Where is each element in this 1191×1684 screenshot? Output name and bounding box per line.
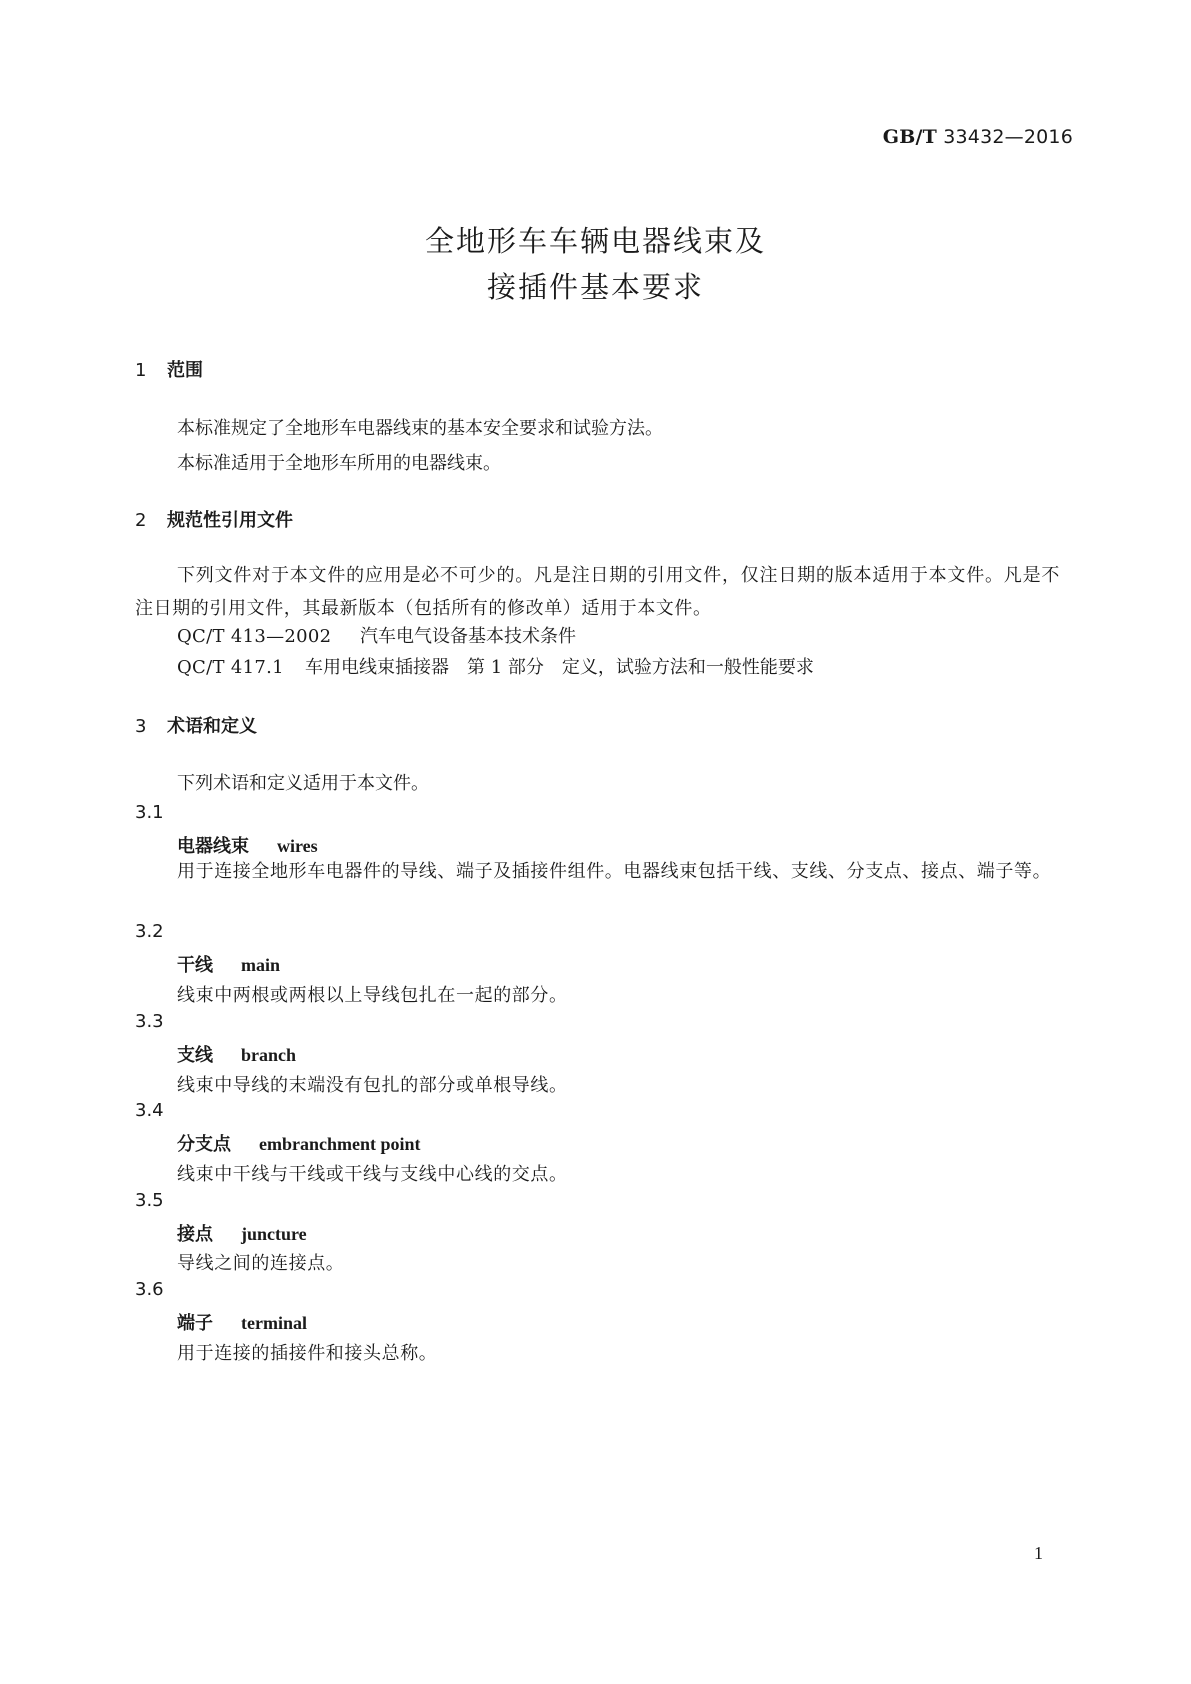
- section-1-heading: [135, 356, 203, 382]
- section-number: 2: [135, 510, 147, 531]
- section-3-intro: 下列术语和定义适用于本文件。: [177, 773, 429, 794]
- reference-title: 汽车电气设备基本技术条件: [360, 626, 576, 647]
- term-heading: [177, 1309, 307, 1335]
- standard-number: [883, 126, 1073, 148]
- term-number: 3.5: [135, 1190, 164, 1211]
- term-heading: [177, 1130, 421, 1156]
- section-1-paragraph-1: 本标准规定了全地形车电器线束的基本安全要求和试验方法。: [177, 418, 663, 439]
- document-title: [0, 218, 1191, 310]
- term-chinese: 分支点: [177, 1134, 231, 1155]
- reference-item: [177, 622, 576, 648]
- term-number: 3.4: [135, 1100, 164, 1121]
- reference-code: QC/T 413—2002: [177, 626, 332, 647]
- section-title: 范围: [167, 360, 203, 381]
- section-number: 3: [135, 716, 147, 737]
- term-definition: 线束中两根或两根以上导线包扎在一起的部分。: [177, 985, 568, 1006]
- term-english: juncture: [241, 1224, 307, 1244]
- term-chinese: 干线: [177, 955, 213, 976]
- term-definition: 导线之间的连接点。: [177, 1253, 345, 1274]
- term-number: 3.6: [135, 1279, 164, 1300]
- term-chinese: 接点: [177, 1224, 213, 1245]
- reference-title: 车用电线束插接器 第 1 部分 定义，试验方法和一般性能要求: [305, 657, 814, 678]
- standard-code: 33432—2016: [943, 126, 1073, 148]
- section-3-heading: [135, 712, 257, 738]
- reference-code: QC/T 417.1: [177, 657, 284, 678]
- term-chinese: 支线: [177, 1045, 213, 1066]
- title-line-2: 接插件基本要求: [486, 270, 704, 304]
- term-heading: [177, 1041, 296, 1067]
- reference-item: [177, 653, 814, 679]
- term-definition: 用于连接全地形车电器件的导线、端子及插接件组件。电器线束包括干线、支线、分支点、接点、端子等。: [177, 861, 1052, 882]
- section-2-heading: [135, 506, 293, 532]
- term-chinese: 电器线束: [177, 836, 249, 857]
- section-2-intro: 下列文件对于本文件的应用是必不可少的。凡是注日期的引用文件，仅注日期的版本适用于本文件。凡是不注日期的引用文件，其最新版本（包括所有的修改单）适用于本文件。: [135, 565, 1060, 619]
- title-line-1: 全地形车车辆电器线束及: [424, 224, 766, 258]
- section-title: 规范性引用文件: [167, 510, 293, 531]
- term-definition: 线束中导线的末端没有包扎的部分或单根导线。: [177, 1075, 568, 1096]
- term-english: main: [241, 955, 281, 975]
- term-english: wires: [277, 836, 318, 856]
- term-definition: 用于连接的插接件和接头总称。: [177, 1343, 438, 1364]
- term-chinese: 端子: [177, 1313, 213, 1334]
- term-heading: [177, 1220, 307, 1246]
- term-number: 3.3: [135, 1011, 164, 1032]
- standard-prefix: GB/T: [882, 126, 937, 148]
- term-english: branch: [241, 1045, 297, 1065]
- section-1-paragraph-2: 本标准适用于全地形车所用的电器线束。: [177, 453, 501, 474]
- section-number: 1: [135, 360, 147, 381]
- term-number: 3.2: [135, 921, 164, 942]
- term-heading: [177, 951, 280, 977]
- term-number: 3.1: [135, 802, 164, 823]
- term-english: terminal: [241, 1313, 307, 1333]
- term-english: embranchment point: [259, 1134, 421, 1154]
- term-definition: 线束中干线与干线或干线与支线中心线的交点。: [177, 1164, 568, 1185]
- section-title: 术语和定义: [167, 716, 257, 737]
- page-number: 1: [1034, 1543, 1043, 1563]
